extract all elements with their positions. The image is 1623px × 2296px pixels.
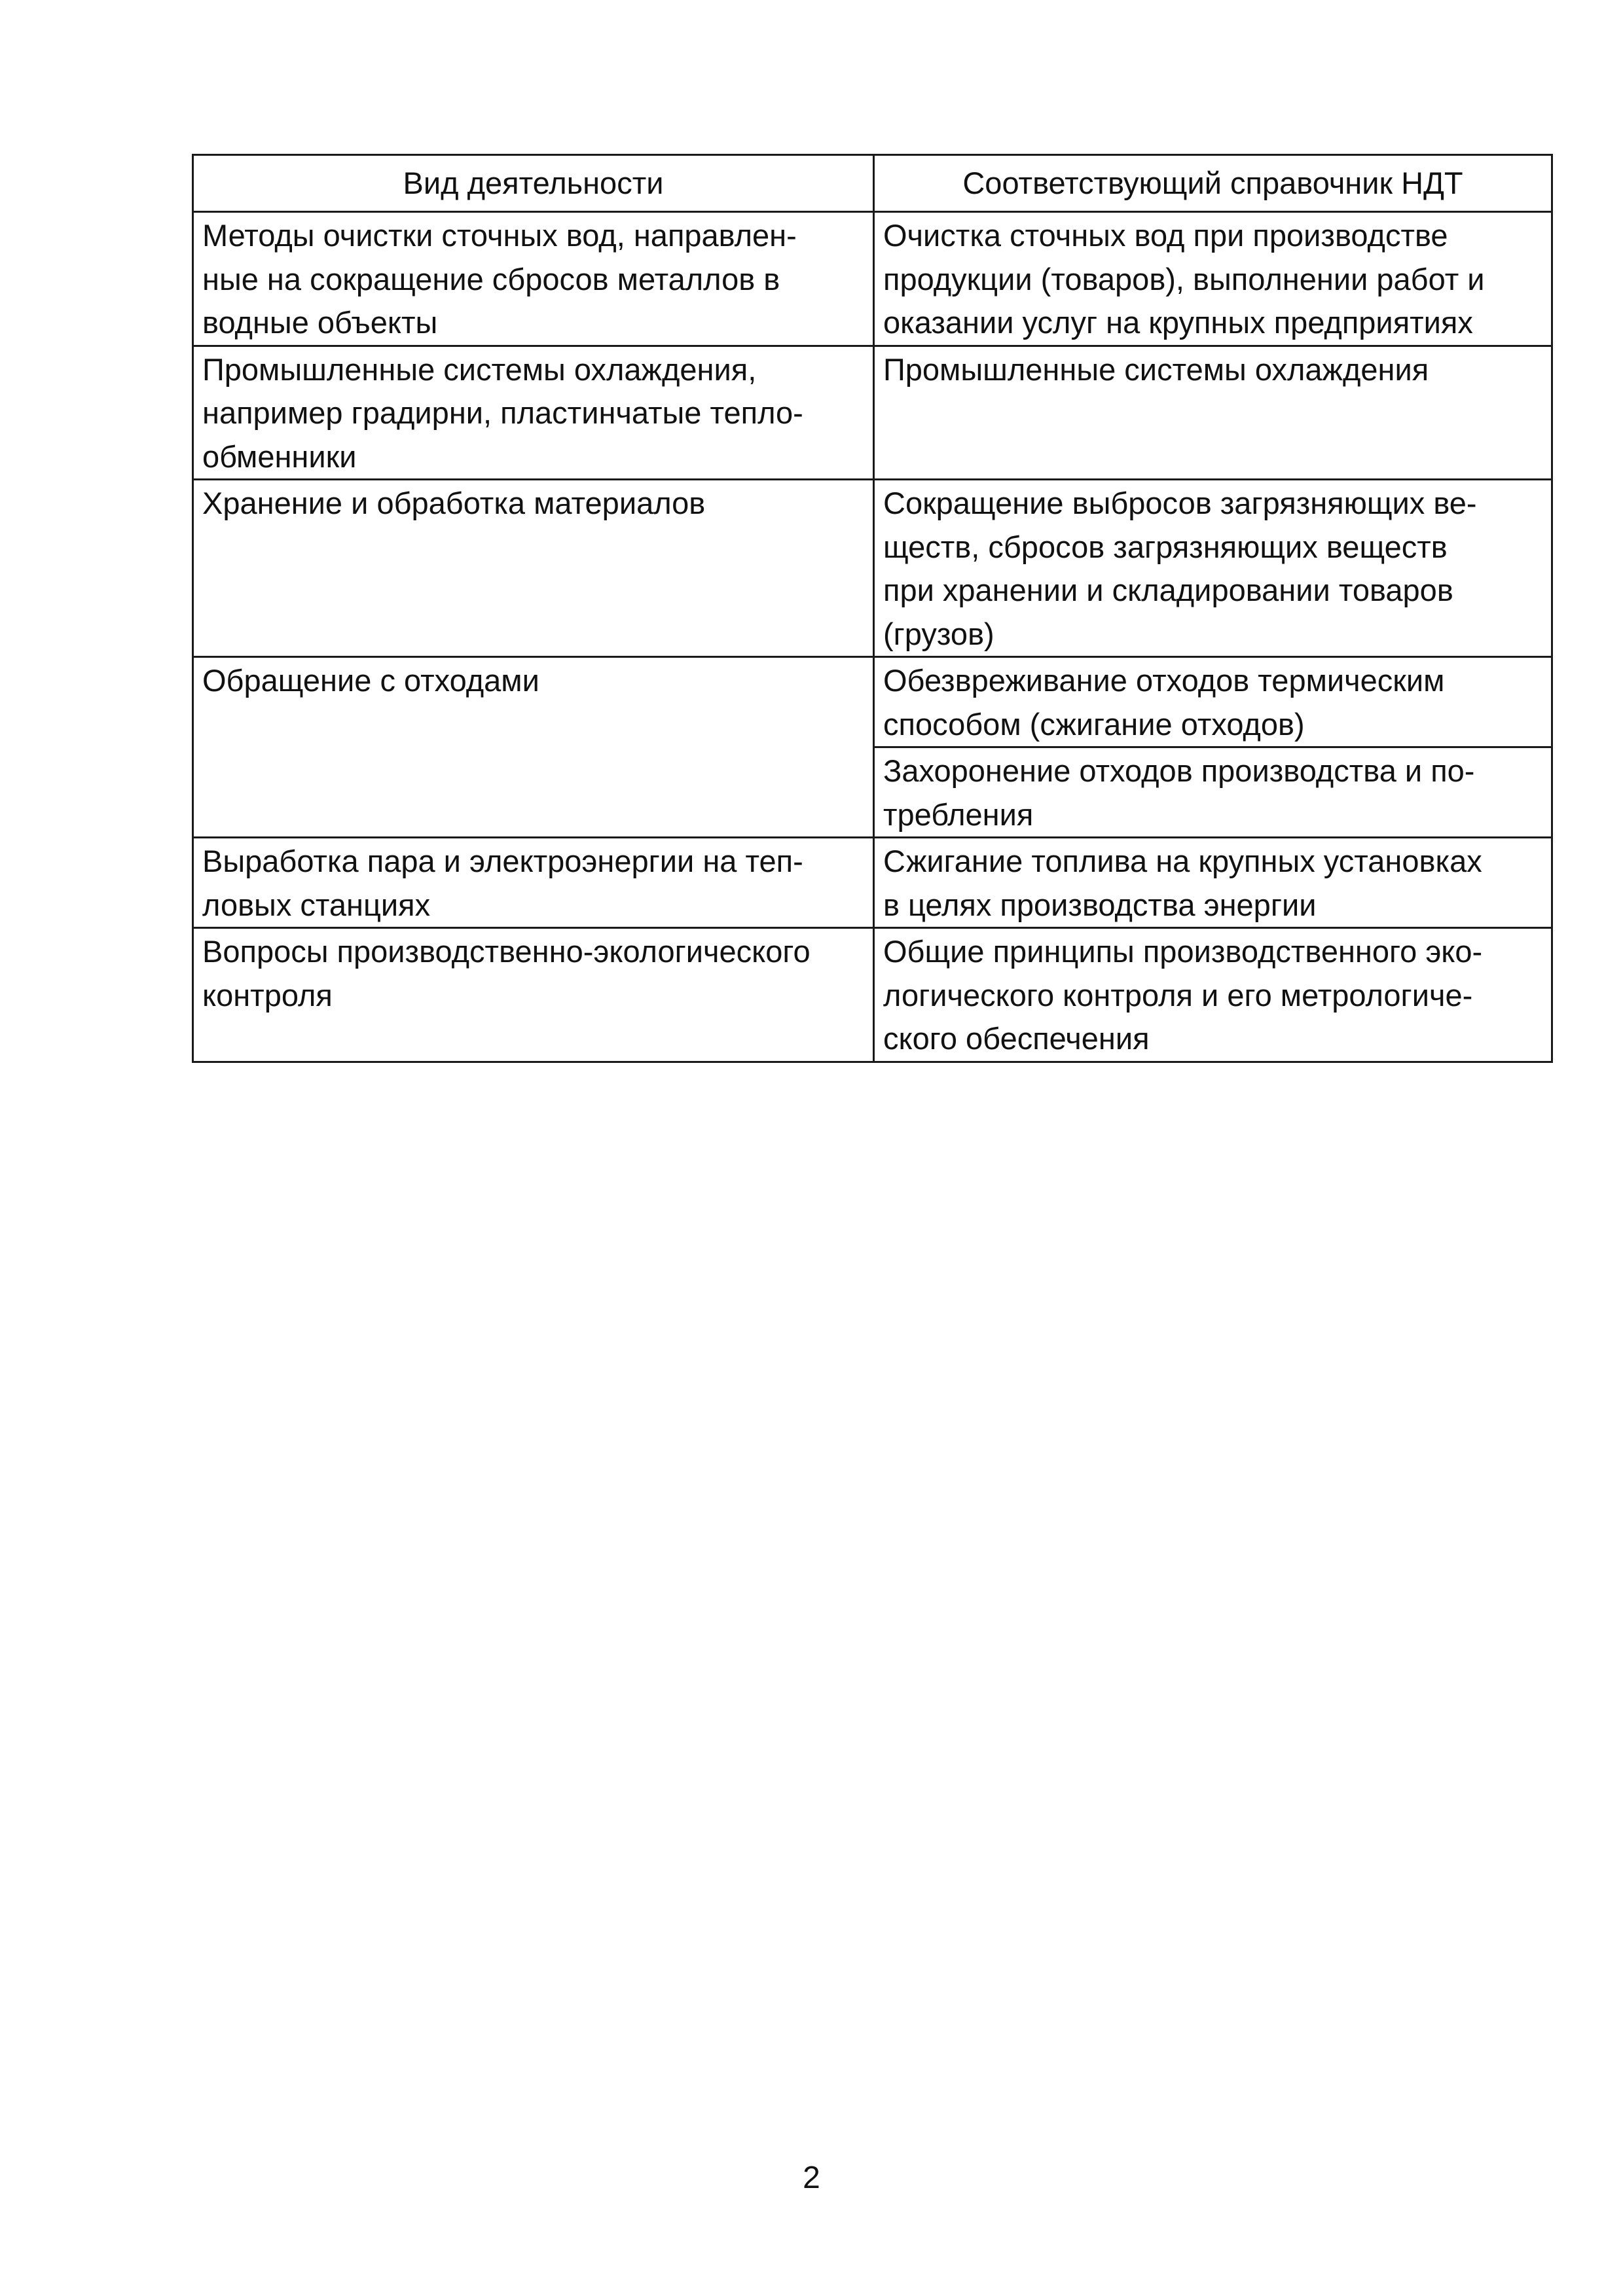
activity-text: Методы очистки сточных вод, направлен- ные на сокращение сбросов металлов в водные объекты bbox=[202, 218, 797, 340]
header-ndt-reference: Соответствующий справочник НДТ bbox=[874, 155, 1552, 212]
reference-text: Сокращение выбросов загрязняющих ве- ществ, сбросов загрязняющих веществ при хранении и складировании товаров (грузов) bbox=[883, 486, 1477, 651]
reference-text: Сжигание топлива на крупных установках в целях производства энергии bbox=[883, 844, 1482, 922]
reference-text: Обезвреживание отходов термическим способом (сжигание отходов) bbox=[883, 663, 1445, 742]
table-row bbox=[193, 657, 1552, 747]
activity-cell bbox=[193, 657, 874, 838]
activity-text: Хранение и обработка материалов bbox=[202, 486, 706, 520]
activity-cell bbox=[193, 346, 874, 480]
reference-text: Очистка сточных вод при производстве продукции (товаров), выполнении работ и оказании услуг на крупных предприятиях bbox=[883, 218, 1485, 340]
reference-cell bbox=[874, 657, 1552, 747]
table-header-row bbox=[193, 155, 1552, 212]
activity-cell bbox=[193, 212, 874, 346]
activity-cell bbox=[193, 838, 874, 928]
header-activity: Вид деятельности bbox=[193, 155, 874, 212]
table-row bbox=[193, 838, 1552, 928]
activity-text: Выработка пара и электроэнергии на теп- ловых станциях bbox=[202, 844, 803, 922]
reference-cell bbox=[874, 928, 1552, 1062]
page-number: 2 bbox=[803, 2161, 820, 2195]
reference-cell bbox=[874, 480, 1552, 657]
activity-text: Промышленные системы охлаждения, например градирни, пластинчатые тепло- обменники bbox=[202, 351, 803, 474]
reference-cell bbox=[874, 212, 1552, 346]
reference-cell bbox=[874, 346, 1552, 480]
activity-cell bbox=[193, 928, 874, 1062]
table-row bbox=[193, 346, 1552, 480]
table-row bbox=[193, 928, 1552, 1062]
reference-text: Промышленные системы охлаждения bbox=[883, 351, 1429, 387]
reference-text: Захоронение отходов производства и по- требления bbox=[883, 753, 1475, 832]
activity-text: Вопросы производственно-экологического контроля bbox=[202, 934, 811, 1013]
activity-ndt-table bbox=[192, 154, 1553, 1063]
activity-text: Обращение с отходами bbox=[202, 663, 539, 698]
table-row bbox=[193, 480, 1552, 657]
reference-cell bbox=[874, 747, 1552, 838]
table-row bbox=[193, 212, 1552, 346]
reference-cell bbox=[874, 838, 1552, 928]
reference-text: Общие принципы производственного эко- логического контроля и его метрологиче- ского обеспечения bbox=[883, 934, 1483, 1056]
activity-cell bbox=[193, 480, 874, 657]
